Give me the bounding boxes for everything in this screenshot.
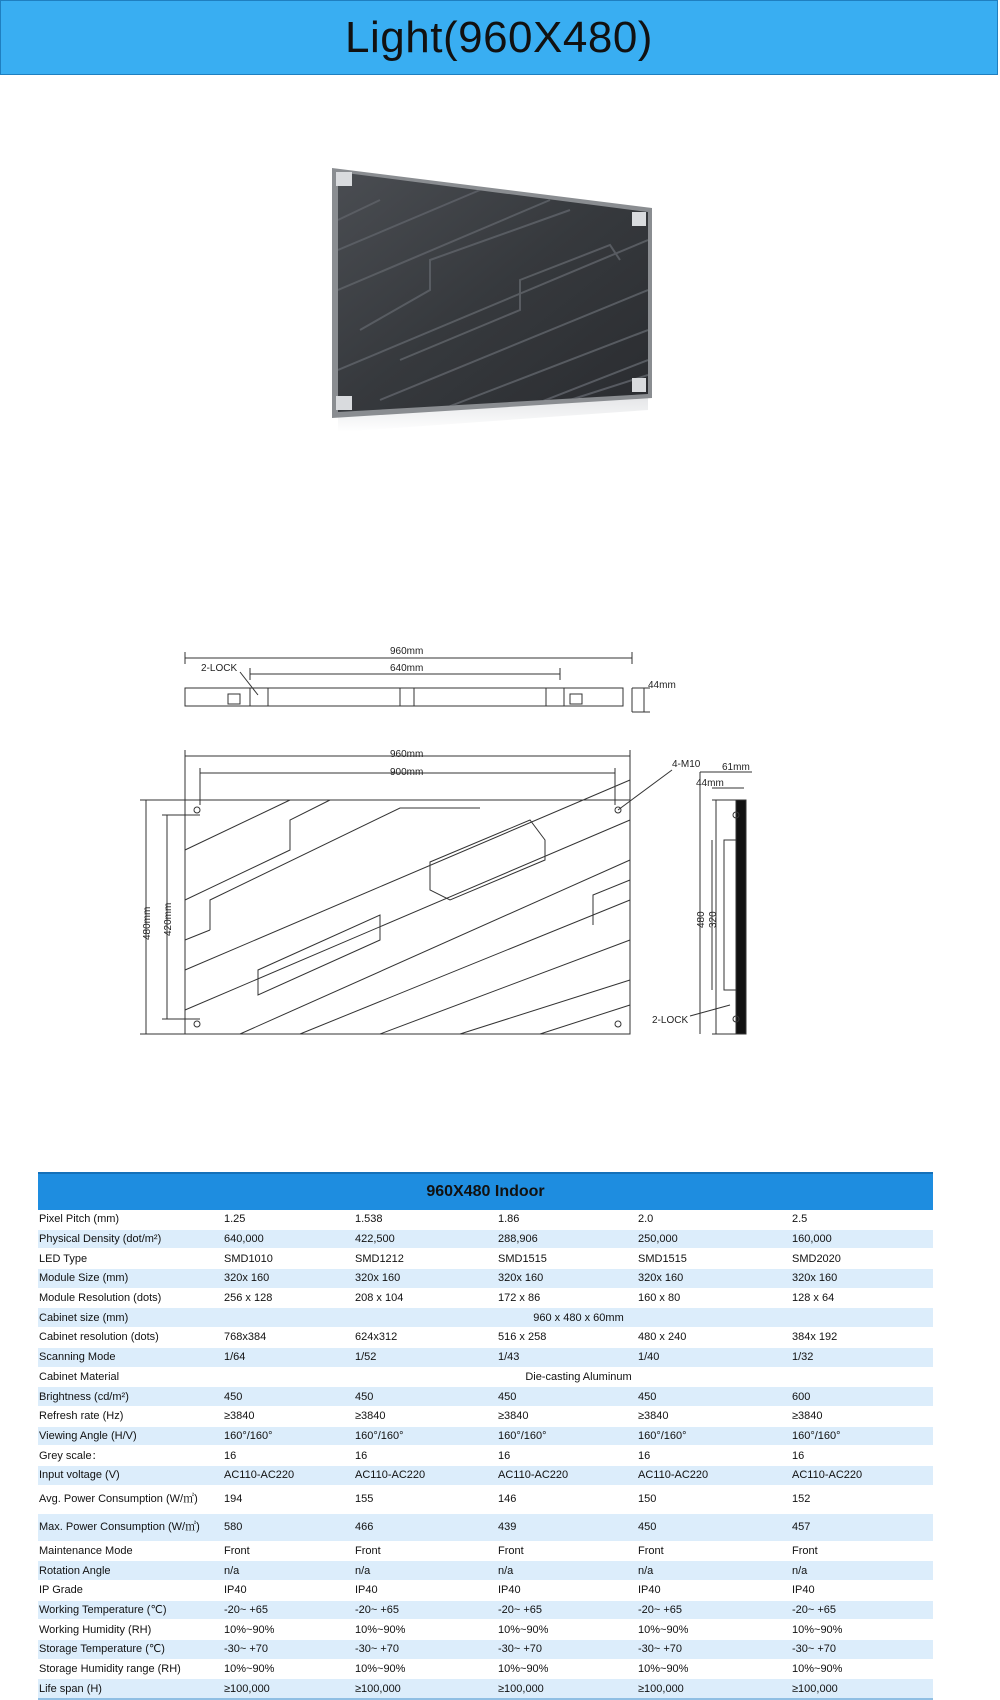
spec-value: AC110-AC220 (497, 1465, 637, 1485)
spec-value: 160 x 80 (637, 1288, 791, 1308)
spec-label: IP Grade (38, 1581, 223, 1601)
spec-value: AC110-AC220 (223, 1465, 354, 1485)
spec-value: 10%~90% (637, 1620, 791, 1640)
spec-value: 1/64 (223, 1347, 354, 1367)
spec-value: 160°/160° (791, 1426, 933, 1446)
table-row (38, 1659, 933, 1679)
spec-label: Maintenance Mode (38, 1541, 223, 1561)
table-row (38, 1541, 933, 1561)
spec-value: n/a (637, 1561, 791, 1581)
front-width-label: 960mm (390, 749, 424, 760)
spec-value: ≥3840 (497, 1406, 637, 1426)
spec-value: 1/52 (354, 1347, 497, 1367)
spec-value: Front (354, 1541, 497, 1561)
front-screws-label: 4-M10 (672, 759, 701, 770)
spec-value: IP40 (223, 1581, 354, 1601)
spec-value: n/a (791, 1561, 933, 1581)
spec-value: AC110-AC220 (637, 1465, 791, 1485)
spec-value: 160°/160° (497, 1426, 637, 1446)
side-depth-label: 44mm (696, 778, 724, 789)
spec-table (38, 1172, 933, 1700)
spec-value: 10%~90% (497, 1620, 637, 1640)
table-row (38, 1561, 933, 1581)
spec-label: Refresh rate (Hz) (38, 1406, 223, 1426)
spec-value: 16 (637, 1446, 791, 1466)
table-row (38, 1367, 933, 1387)
spec-value: 16 (497, 1446, 637, 1466)
page-title: Light(960X480) (345, 12, 653, 62)
spec-label: Avg. Power Consumption (W/㎡) (38, 1485, 223, 1513)
spec-value: 1.86 (497, 1210, 637, 1229)
spec-value: AC110-AC220 (354, 1465, 497, 1485)
spec-value: 16 (223, 1446, 354, 1466)
spec-label: Cabinet size (mm) (38, 1308, 223, 1328)
spec-value: 288,906 (497, 1229, 637, 1249)
table-row (38, 1288, 933, 1308)
spec-label: Grey scale： (38, 1446, 223, 1466)
spec-value: 1.538 (354, 1210, 497, 1229)
spec-value: -20~ +65 (354, 1600, 497, 1620)
spec-value: 146 (497, 1485, 637, 1513)
spec-value: 580 (223, 1513, 354, 1541)
side-lock-label: 2-LOCK (652, 1015, 689, 1026)
spec-value: 194 (223, 1485, 354, 1513)
spec-value: 155 (354, 1485, 497, 1513)
spec-value: 457 (791, 1513, 933, 1541)
spec-value: 480 x 240 (637, 1328, 791, 1348)
spec-value: SMD2020 (791, 1249, 933, 1269)
spec-value: -20~ +65 (223, 1600, 354, 1620)
top-width-label: 960mm (390, 646, 424, 657)
table-row (38, 1328, 933, 1348)
spec-value: 160°/160° (637, 1426, 791, 1446)
spec-value: ≥3840 (223, 1406, 354, 1426)
technical-drawing (0, 640, 1000, 1060)
spec-value: ≥100,000 (637, 1679, 791, 1699)
spec-value: ≥3840 (637, 1406, 791, 1426)
spec-value: Front (223, 1541, 354, 1561)
spec-label: Storage Temperature (℃) (38, 1640, 223, 1660)
spec-value: 320x 160 (637, 1269, 791, 1289)
spec-value: 450 (497, 1387, 637, 1407)
spec-value: 450 (637, 1513, 791, 1541)
spec-value: AC110-AC220 (791, 1465, 933, 1485)
front-height-label: 480mm (142, 906, 153, 940)
spec-value: IP40 (637, 1581, 791, 1601)
spec-value-merged: Die-casting Aluminum (223, 1367, 933, 1387)
spec-value: -30~ +70 (497, 1640, 637, 1660)
spec-value: 320x 160 (354, 1269, 497, 1289)
spec-value: 450 (223, 1387, 354, 1407)
spec-value: 10%~90% (637, 1659, 791, 1679)
table-row (38, 1640, 933, 1660)
spec-value: -20~ +65 (497, 1600, 637, 1620)
spec-label: Cabinet Material (38, 1367, 223, 1387)
spec-value: ≥100,000 (497, 1679, 637, 1699)
table-row (38, 1679, 933, 1699)
spec-value: -30~ +70 (223, 1640, 354, 1660)
table-row (38, 1446, 933, 1466)
spec-value: 10%~90% (354, 1620, 497, 1640)
spec-label: Working Humidity (RH) (38, 1620, 223, 1640)
spec-value: -20~ +65 (637, 1600, 791, 1620)
spec-value: SMD1515 (637, 1249, 791, 1269)
spec-value: 1/32 (791, 1347, 933, 1367)
spec-value: IP40 (791, 1581, 933, 1601)
spec-label: Physical Density (dot/m²) (38, 1229, 223, 1249)
front-inner-height-label: 420mm (163, 902, 174, 936)
spec-value: 320x 160 (223, 1269, 354, 1289)
table-row (38, 1347, 933, 1367)
table-row (38, 1269, 933, 1289)
spec-value: 172 x 86 (497, 1288, 637, 1308)
spec-value: 10%~90% (497, 1659, 637, 1679)
front-inner-label: 900mm (390, 767, 424, 778)
spec-value: 10%~90% (223, 1659, 354, 1679)
spec-value: -30~ +70 (354, 1640, 497, 1660)
spec-value: 439 (497, 1513, 637, 1541)
spec-label: Pixel Pitch (mm) (38, 1210, 223, 1229)
table-row (38, 1600, 933, 1620)
spec-label: Working Temperature (℃) (38, 1600, 223, 1620)
title-banner (0, 0, 998, 75)
spec-value: 466 (354, 1513, 497, 1541)
table-row (38, 1210, 933, 1229)
spec-value: SMD1212 (354, 1249, 497, 1269)
spec-value: 150 (637, 1485, 791, 1513)
spec-value-merged: 960 x 480 x 60mm (223, 1308, 933, 1328)
spec-value: 10%~90% (354, 1659, 497, 1679)
table-row (38, 1620, 933, 1640)
spec-value: 152 (791, 1485, 933, 1513)
spec-value: 2.0 (637, 1210, 791, 1229)
spec-label: Rotation Angle (38, 1561, 223, 1581)
spec-value: ≥100,000 (791, 1679, 933, 1699)
spec-label: Viewing Angle (H/V) (38, 1426, 223, 1446)
spec-value: 1.25 (223, 1210, 354, 1229)
spec-label: Input voltage (V) (38, 1465, 223, 1485)
spec-value: 320x 160 (497, 1269, 637, 1289)
spec-value: 10%~90% (223, 1620, 354, 1640)
spec-value: -20~ +65 (791, 1600, 933, 1620)
spec-value: 320x 160 (791, 1269, 933, 1289)
spec-value: Front (497, 1541, 637, 1561)
spec-value: Front (637, 1541, 791, 1561)
spec-value: 256 x 128 (223, 1288, 354, 1308)
spec-value: Front (791, 1541, 933, 1561)
spec-value: 1/43 (497, 1347, 637, 1367)
spec-value: IP40 (497, 1581, 637, 1601)
spec-value: 384x 192 (791, 1328, 933, 1348)
spec-label: Module Size (mm) (38, 1269, 223, 1289)
spec-value: 10%~90% (791, 1659, 933, 1679)
spec-value: 1/40 (637, 1347, 791, 1367)
spec-value: 450 (637, 1387, 791, 1407)
spec-value: 768x384 (223, 1328, 354, 1348)
spec-label: LED Type (38, 1249, 223, 1269)
table-row (38, 1406, 933, 1426)
spec-value: 2.5 (791, 1210, 933, 1229)
spec-value: 160,000 (791, 1229, 933, 1249)
table-row (38, 1249, 933, 1269)
side-inner-height-label: 320 (708, 911, 719, 928)
spec-label: Max. Power Consumption (W/㎡) (38, 1513, 223, 1541)
spec-value: 208 x 104 (354, 1288, 497, 1308)
spec-value: ≥100,000 (354, 1679, 497, 1699)
spec-value: 250,000 (637, 1229, 791, 1249)
spec-value: 422,500 (354, 1229, 497, 1249)
table-row (38, 1485, 933, 1513)
table-row (38, 1426, 933, 1446)
spec-value: 16 (791, 1446, 933, 1466)
spec-value: 160°/160° (223, 1426, 354, 1446)
table-row (38, 1581, 933, 1601)
spec-value: n/a (223, 1561, 354, 1581)
front-view (140, 750, 630, 1034)
spec-value: -30~ +70 (637, 1640, 791, 1660)
table-row (38, 1513, 933, 1541)
spec-value: -30~ +70 (791, 1640, 933, 1660)
side-view (700, 772, 752, 1034)
spec-value: ≥100,000 (223, 1679, 354, 1699)
side-depth-outer-label: 61mm (722, 762, 750, 773)
spec-value: 640,000 (223, 1229, 354, 1249)
spec-value: n/a (497, 1561, 637, 1581)
spec-value: IP40 (354, 1581, 497, 1601)
spec-table-title: 960X480 Indoor (38, 1173, 933, 1210)
top-lock-label: 2-LOCK (201, 663, 238, 674)
spec-value: 624x312 (354, 1328, 497, 1348)
spec-value: 600 (791, 1387, 933, 1407)
table-row (38, 1229, 933, 1249)
spec-value: 160°/160° (354, 1426, 497, 1446)
top-inner-label: 640mm (390, 663, 424, 674)
spec-table-body (38, 1210, 933, 1699)
spec-value: SMD1010 (223, 1249, 354, 1269)
cabinet-product-image (320, 160, 680, 460)
spec-label: Brightness (cd/m²) (38, 1387, 223, 1407)
spec-value: ≥3840 (791, 1406, 933, 1426)
table-row (38, 1465, 933, 1485)
spec-value: n/a (354, 1561, 497, 1581)
spec-value: 516 x 258 (497, 1328, 637, 1348)
spec-value: 128 x 64 (791, 1288, 933, 1308)
spec-value: 16 (354, 1446, 497, 1466)
table-row (38, 1387, 933, 1407)
spec-label: Module Resolution (dots) (38, 1288, 223, 1308)
spec-label: Storage Humidity range (RH) (38, 1659, 223, 1679)
spec-value: ≥3840 (354, 1406, 497, 1426)
spec-label: Life span (H) (38, 1679, 223, 1699)
spec-value: SMD1515 (497, 1249, 637, 1269)
table-row (38, 1308, 933, 1328)
spec-value: 450 (354, 1387, 497, 1407)
spec-value: 10%~90% (791, 1620, 933, 1640)
side-height-label: 480 (696, 911, 707, 928)
top-depth-label: 44mm (648, 680, 676, 691)
spec-label: Cabinet resolution (dots) (38, 1328, 223, 1348)
top-view (185, 652, 650, 712)
spec-label: Scanning Mode (38, 1347, 223, 1367)
